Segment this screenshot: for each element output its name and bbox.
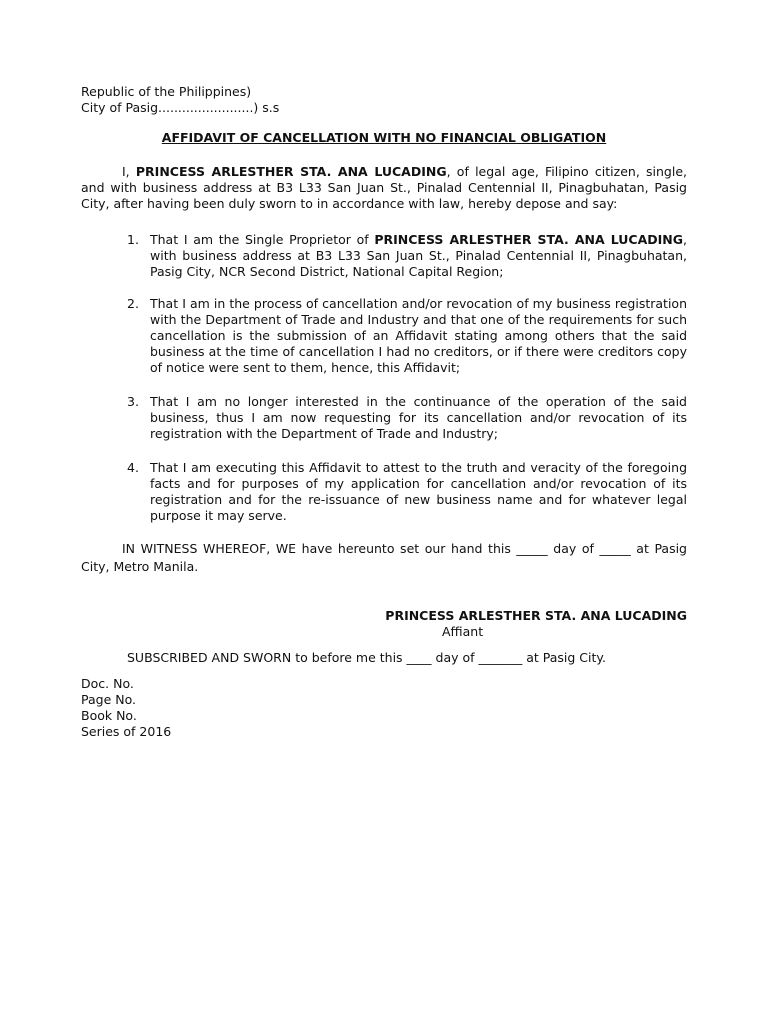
affidavit-document [81,84,687,740]
item-text: That I am no longer interested in the continuance of the operation of the said business, thus I am now requesting for its cancellation and/or revocation of its registration with the Department of Trade and Industry; [150,394,687,441]
affiant-label: Affiant [442,624,484,639]
intro-prefix: I, [122,164,136,179]
series-year: Series of 2016 [81,724,172,739]
statement-list [81,232,687,524]
intro-paragraph [81,164,687,212]
signature-name: PRINCESS ARLESTHER STA. ANA LUCADING [385,608,687,623]
book-number: Book No. [81,708,137,723]
item-number: 1. [127,232,139,247]
venue-block [81,84,687,116]
page-number: Page No. [81,692,136,707]
item-body: , with business address at B3 L33 San Juan St., Pinalad Centennial II, Pinagbuhatan, Pasig City, NCR Second District, National Capital Region; [150,232,687,279]
venue-line-country: Republic of the Philippines) [81,84,252,99]
list-item [81,232,687,280]
notarial-register [81,676,687,740]
list-item [81,394,687,442]
item-text: That I am executing this Affidavit to attest to the truth and veracity of the foregoing facts and for purposes of my application for cancellation and/or revocation of its registration and for the re-issuance of new business name and for whatever legal purpose it may serve. [150,460,687,523]
affiant-name-inline: PRINCESS ARLESTHER STA. ANA LUCADING [135,164,447,179]
item-text [150,232,687,279]
item-number: 3. [127,394,139,409]
item-text: That I am in the process of cancellation and/or revocation of my business registration with the Department of Trade and Industry and that one of the requirements for such cancellation is the submission of an Affidavit stating among others that the said business at the time of cancellation I had no creditors, or if there were creditors copy of notice were sent to them, hence, this Affidavit; [150,296,687,375]
item-number: 2. [127,296,139,311]
venue-line-city: City of Pasig........................) s.s [81,100,280,115]
witness-clause: IN WITNESS WHEREOF, WE have hereunto set our hand this _____ day of _____ at Pasig City, Metro Manila. [81,541,687,574]
intro-text: , of legal age, Filipino citizen, single, and with business address at B3 L33 San Juan St., Pinalad Centennial II, Pinagbuhatan, Pasig City, after having been duly sworn to in accordance with law, hereby depose and say: [81,164,687,211]
business-name-inline: PRINCESS ARLESTHER STA. ANA LUCADING [374,232,684,247]
list-item [81,296,687,376]
doc-number: Doc. No. [81,676,134,691]
jurat-clause: SUBSCRIBED AND SWORN to before me this ____ day of _______ at Pasig City. [127,650,606,665]
item-prefix: That I am the Single Proprietor of [150,232,375,247]
affiant-label-row [81,624,687,640]
signature-block [81,608,687,624]
item-number: 4. [127,460,139,475]
list-item [81,460,687,524]
document-title: AFFIDAVIT OF CANCELLATION WITH NO FINANCIAL OBLIGATION [161,130,607,145]
